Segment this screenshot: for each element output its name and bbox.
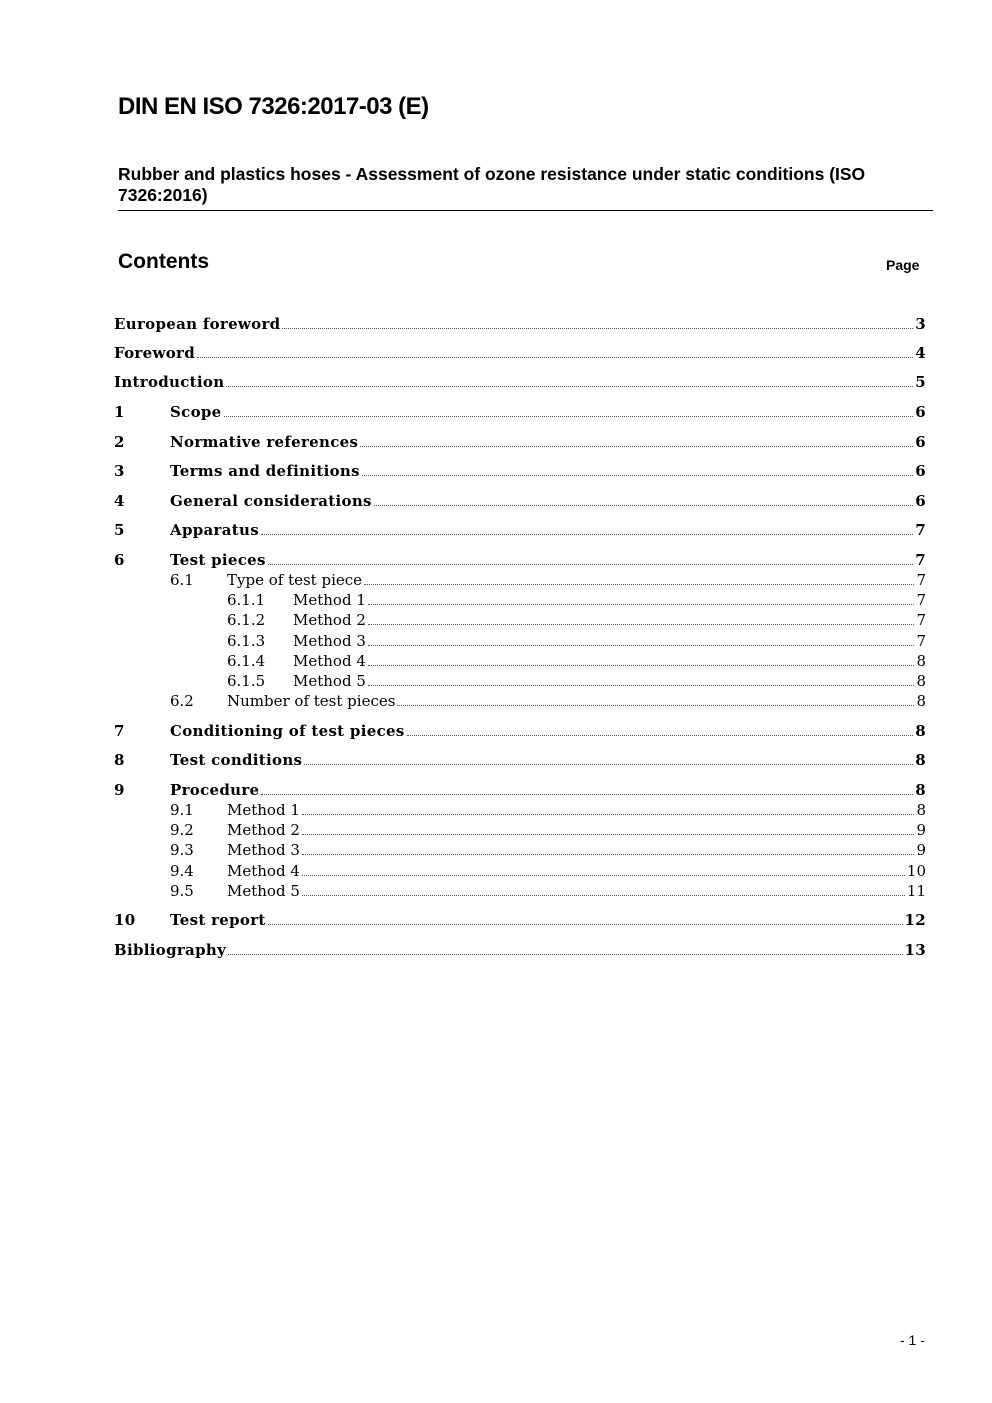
toc-entry-label: Test conditions <box>170 751 303 769</box>
dot-leader <box>368 604 915 605</box>
toc-entry-page: 12 <box>904 911 926 929</box>
toc-entry-page: 9 <box>916 841 926 859</box>
toc-entry-6-1-4-method-4[interactable] <box>114 650 926 670</box>
dot-leader <box>360 446 913 447</box>
toc-entry-label: Type of test piece <box>227 571 363 589</box>
title-divider <box>118 210 933 211</box>
toc-entry-page: 7 <box>916 571 926 589</box>
dot-leader <box>197 357 913 358</box>
toc-entry-label: Method 2 <box>227 821 300 839</box>
toc-entry-label: Foreword <box>114 344 195 362</box>
toc-entry-european-foreword[interactable] <box>114 313 926 333</box>
toc-entry-6-1-1-method-1[interactable] <box>114 589 926 609</box>
dot-leader <box>282 328 913 329</box>
toc-entry-label: Normative references <box>170 433 359 451</box>
toc-entry-page: 8 <box>915 722 926 740</box>
dot-leader <box>224 416 914 417</box>
toc-entry-number: 9.1 <box>170 801 194 819</box>
toc-entry-number: 6.1 <box>170 571 194 589</box>
dot-leader <box>304 764 913 765</box>
toc-entry-page: 6 <box>915 433 926 451</box>
dot-leader <box>302 814 915 815</box>
toc-entry-label: General considerations <box>170 492 372 510</box>
dot-leader <box>302 834 915 835</box>
toc-entry-label: Number of test pieces <box>227 692 396 710</box>
toc-entry-number: 9.4 <box>170 862 194 880</box>
toc-entry-label: Method 5 <box>227 882 300 900</box>
toc-entry-6-1-3-method-3[interactable] <box>114 630 926 650</box>
toc-entry-label: Method 3 <box>293 632 366 650</box>
dot-leader <box>302 854 915 855</box>
page-number: - 1 - <box>900 1332 925 1348</box>
toc-entry-page: 8 <box>915 781 926 799</box>
toc-entry-page: 10 <box>906 862 926 880</box>
toc-entry-general-considerations[interactable] <box>114 490 926 510</box>
dot-leader <box>397 705 914 706</box>
toc-entry-foreword[interactable] <box>114 342 926 362</box>
toc-entry-page: 8 <box>916 801 926 819</box>
toc-entry-label: Apparatus <box>170 521 259 539</box>
toc-entry-page: 8 <box>916 692 926 710</box>
toc-entry-conditioning-of-test-pieces[interactable] <box>114 720 926 740</box>
dot-leader <box>368 624 915 625</box>
toc-entry-number: 2 <box>114 433 125 451</box>
dot-leader <box>268 924 903 925</box>
toc-entry-label: Method 5 <box>293 672 366 690</box>
toc-entry-number: 9.5 <box>170 882 194 900</box>
toc-entry-label: Method 4 <box>227 862 300 880</box>
toc-entry-page: 4 <box>915 344 926 362</box>
toc-entry-type-of-test-piece[interactable] <box>114 569 926 589</box>
dot-leader <box>368 645 915 646</box>
toc-entry-label: Method 2 <box>293 611 366 629</box>
toc-entry-9-4-method-4[interactable] <box>114 860 926 880</box>
toc-entry-page: 11 <box>906 882 926 900</box>
toc-entry-number: 6.1.1 <box>227 591 266 609</box>
toc-entry-label: Terms and definitions <box>170 462 360 480</box>
toc-entry-test-conditions[interactable] <box>114 749 926 769</box>
toc-entry-label: Test pieces <box>170 551 266 569</box>
contents-heading: Contents <box>118 250 209 273</box>
toc-entry-page: 7 <box>915 521 926 539</box>
toc-entry-scope[interactable] <box>114 401 926 421</box>
toc-entry-number: 6 <box>114 551 125 569</box>
toc-entry-page: 7 <box>916 591 926 609</box>
toc-entry-page: 6 <box>915 492 926 510</box>
toc-entry-9-2-method-2[interactable] <box>114 819 926 839</box>
toc-entry-page: 7 <box>915 551 926 569</box>
dot-leader <box>368 685 915 686</box>
toc-entry-6-1-2-method-2[interactable] <box>114 609 926 629</box>
dot-leader <box>268 564 914 565</box>
toc-entry-test-pieces[interactable] <box>114 549 926 569</box>
toc-entry-bibliography[interactable] <box>114 939 926 959</box>
toc-entry-page: 3 <box>915 315 926 333</box>
toc-entry-normative-references[interactable] <box>114 431 926 451</box>
toc-entry-label: Procedure <box>170 781 260 799</box>
toc-entry-number: 4 <box>114 492 125 510</box>
toc-entry-label: Method 1 <box>227 801 300 819</box>
dot-leader <box>226 386 913 387</box>
toc-entry-number: 9.3 <box>170 841 194 859</box>
dot-leader <box>261 794 913 795</box>
dot-leader <box>302 875 905 876</box>
dot-leader <box>364 584 914 585</box>
toc-entry-introduction[interactable] <box>114 371 926 391</box>
document-title: DIN EN ISO 7326:2017-03 (E) <box>118 93 429 120</box>
toc-entry-procedure[interactable] <box>114 779 926 799</box>
toc-entry-page: 6 <box>915 462 926 480</box>
toc-entry-label: Introduction <box>114 373 225 391</box>
toc-entry-label: Bibliography <box>114 941 227 959</box>
toc-entry-terms-and-definitions[interactable] <box>114 460 926 480</box>
toc-entry-9-1-method-1[interactable] <box>114 799 926 819</box>
toc-entry-label: Conditioning of test pieces <box>170 722 405 740</box>
toc-entry-number: 6.2 <box>170 692 194 710</box>
toc-entry-number-of-test-pieces[interactable] <box>114 690 926 710</box>
document-subtitle: Rubber and plastics hoses - Assessment of ozone resistance under static conditions (ISO 7326:2016) <box>118 164 866 205</box>
toc-entry-page: 7 <box>916 611 926 629</box>
dot-leader <box>302 895 905 896</box>
toc-entry-page: 8 <box>916 652 926 670</box>
toc-entry-test-report[interactable] <box>114 909 926 929</box>
toc-entry-6-1-5-method-5[interactable] <box>114 670 926 690</box>
dot-leader <box>362 475 913 476</box>
toc-entry-label: Method 3 <box>227 841 300 859</box>
toc-entry-page: 7 <box>916 632 926 650</box>
toc-entry-page: 8 <box>915 751 926 769</box>
dot-leader <box>261 534 913 535</box>
toc-entry-number: 9.2 <box>170 821 194 839</box>
toc-entry-page: 5 <box>915 373 926 391</box>
dot-leader <box>407 735 914 736</box>
toc-entry-number: 6.1.2 <box>227 611 266 629</box>
toc-entry-page: 9 <box>916 821 926 839</box>
toc-entry-number: 7 <box>114 722 125 740</box>
toc-entry-number: 9 <box>114 781 125 799</box>
dot-leader <box>228 954 902 955</box>
toc-entry-number: 6.1.5 <box>227 672 266 690</box>
toc-entry-label: European foreword <box>114 315 281 333</box>
toc-entry-label: Scope <box>170 403 222 421</box>
toc-entry-page: 13 <box>904 941 926 959</box>
toc-entry-page: 6 <box>915 403 926 421</box>
toc-entry-number: 6.1.3 <box>227 632 266 650</box>
toc-entry-number: 1 <box>114 403 125 421</box>
toc-entry-label: Test report <box>170 911 266 929</box>
toc-entry-number: 10 <box>114 911 136 929</box>
toc-entry-label: Method 1 <box>293 591 366 609</box>
toc-entry-number: 3 <box>114 462 125 480</box>
dot-leader <box>374 505 913 506</box>
toc-entry-page: 8 <box>916 672 926 690</box>
toc-entry-number: 6.1.4 <box>227 652 266 670</box>
toc-entry-number: 8 <box>114 751 125 769</box>
toc-entry-9-3-method-3[interactable] <box>114 839 926 859</box>
page-column-heading: Page <box>886 257 920 273</box>
toc-entry-number: 5 <box>114 521 125 539</box>
toc-entry-9-5-method-5[interactable] <box>114 880 926 900</box>
dot-leader <box>368 665 915 666</box>
toc-entry-apparatus[interactable] <box>114 519 926 539</box>
toc-entry-label: Method 4 <box>293 652 366 670</box>
